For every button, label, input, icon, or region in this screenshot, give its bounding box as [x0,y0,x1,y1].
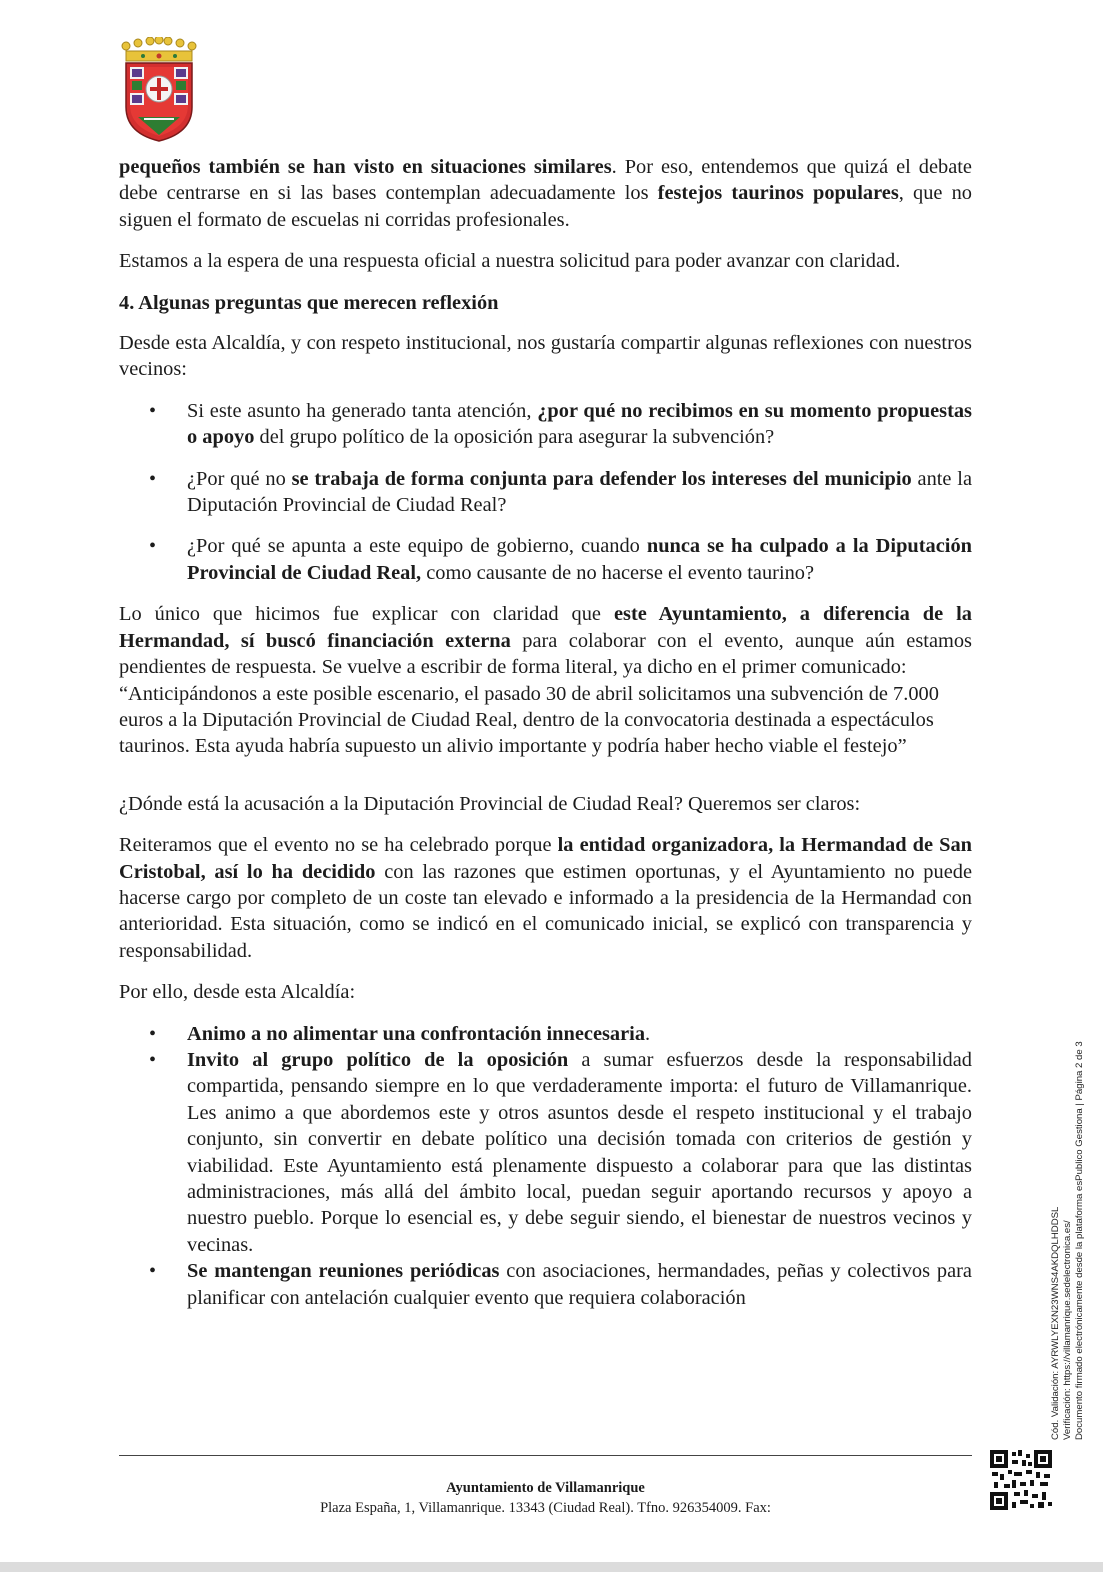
question-list [119,398,972,586]
verification-url[interactable]: Verificación: https://villamanrique.sedelectronica.es/ [1062,1220,1073,1440]
footer-address: Plaza España, 1, Villamanrique. 13343 (Ciudad Real). Tfno. 926354009. Fax: [320,1500,771,1516]
qr-code-icon[interactable] [990,1450,1052,1510]
list-item: • Animo a no alimentar una confrontación innecesaria. [119,1021,972,1047]
bullet-icon: • [149,1260,157,1283]
list-item: • ¿Por qué se apunta a este equipo de gobierno, cuando nunca se ha culpado a la Diputación Provincial de Ciudad Real, como causante de no hacerse el evento taurino? [149,535,972,584]
bullet-icon: • [149,399,157,422]
validation-code: Cód. Validación: AYRWLYEXN23WNS4AKDQLHDDSL [1050,1206,1061,1440]
bullet-icon: • [149,1048,157,1071]
signature-note: Documento firmado electrónicamente desde la plataforma esPublico Gestiona | Página 2 de 3 [1074,1041,1085,1440]
page-footer [119,1478,972,1518]
paragraph: Reiteramos que el evento no se ha celebrado porque la entidad organizadora, la Hermandad de San Cristobal, así lo ha decidido con las razones que estimen oportunas, y el Ayuntamiento no puede hacerse cargo por completo de un coste tan elevado e informado a la presidencia de la Hermandad con anterioridad. Esta situación, como se indicó en el comunicado inicial, se explicó con transparencia y responsabilidad. [119,834,972,962]
section-heading: 4. Algunas preguntas que merecen reflexión [119,291,499,314]
footer-org: Ayuntamiento de Villamanrique [446,1480,645,1496]
list-item: • Se mantengan reuniones periódicas con asociaciones, hermandades, peñas y colectivos para planificar con antelación cualquier evento que requiera colaboración [149,1260,972,1309]
paragraph: Lo único que hicimos fue explicar con claridad que este Ayuntamiento, a diferencia de la Hermandad, sí buscó financiación externa para colaborar con el evento, aunque aún estamos pendientes de respuesta. Se vuelve a escribir de forma literal, ya dicho en el primer comunicado: [119,603,972,679]
list-item: • ¿Por qué no se trabaja de forma conjunta para defender los intereses del municipio ante la Diputación Provincial de Ciudad Real? [149,467,972,517]
bullet-icon: • [149,1022,157,1045]
paragraph: ¿Dónde está la acusación a la Diputación Provincial de Ciudad Real? Queremos ser claros: [119,792,861,815]
paragraph: Desde esta Alcaldía, y con respeto institucional, nos gustaría compartir algunas reflexiones con nuestros vecinos: [119,332,972,381]
coat-of-arms-icon [116,37,202,143]
document-body [119,154,972,1311]
paragraph: Estamos a la espera de una respuesta oficial a nuestra solicitud para poder avanzar con claridad. [119,250,901,273]
paragraph: pequeños también se han visto en situaciones similares. Por eso, entendemos que quizá el debate debe centrarse en si las bases contemplan adecuadamente los festejos taurinos populares, que no siguen el formato de escuelas ni corridas profesionales. [119,156,972,231]
validation-stamp [1050,1041,1086,1440]
paragraph: Por ello, desde esta Alcaldía: [119,981,356,1004]
bullet-icon: • [149,535,157,558]
list-item: • Si este asunto ha generado tanta atención, ¿por qué no recibimos en su momento propuestas o apoyo del grupo político de la oposición para asegurar la subvención? [149,399,972,449]
viewer-bottom-bar [0,1562,1103,1572]
bullet-icon: • [149,467,157,490]
action-list [119,1021,972,1311]
list-item: • Invito al grupo político de la oposición a sumar esfuerzos desde la responsabilidad compartida, pensando siempre en lo que verdaderamente importa: el futuro de Villamanrique. Les animo a que abordemos este y otros asuntos desde el respeto institucional y el trabajo conjunto, sin convertir en debate político una decisión tomada con criterios de gestión y viabilidad. Este Ayuntamiento está plenamente dispuesto a colaborar para que las distintas administraciones, más allá del ámbito local, puedan seguir aportando recursos y apoyo a nuestro pueblo. Porque lo esencial es, y debe seguir siendo, el bienestar de nuestros vecinos y vecinas. [149,1048,972,1256]
footer-divider [119,1455,972,1456]
quote: “Anticipándonos a este posible escenario, el pasado 30 de abril solicitamos una subvención de 7.000 euros a la Diputación Provincial de Ciudad Real, dentro de la convocatoria destinada a espectáculos taurinos. Esta ayuda habría supuesto un alivio importante y podría haber hecho viable el festejo” [119,682,939,758]
